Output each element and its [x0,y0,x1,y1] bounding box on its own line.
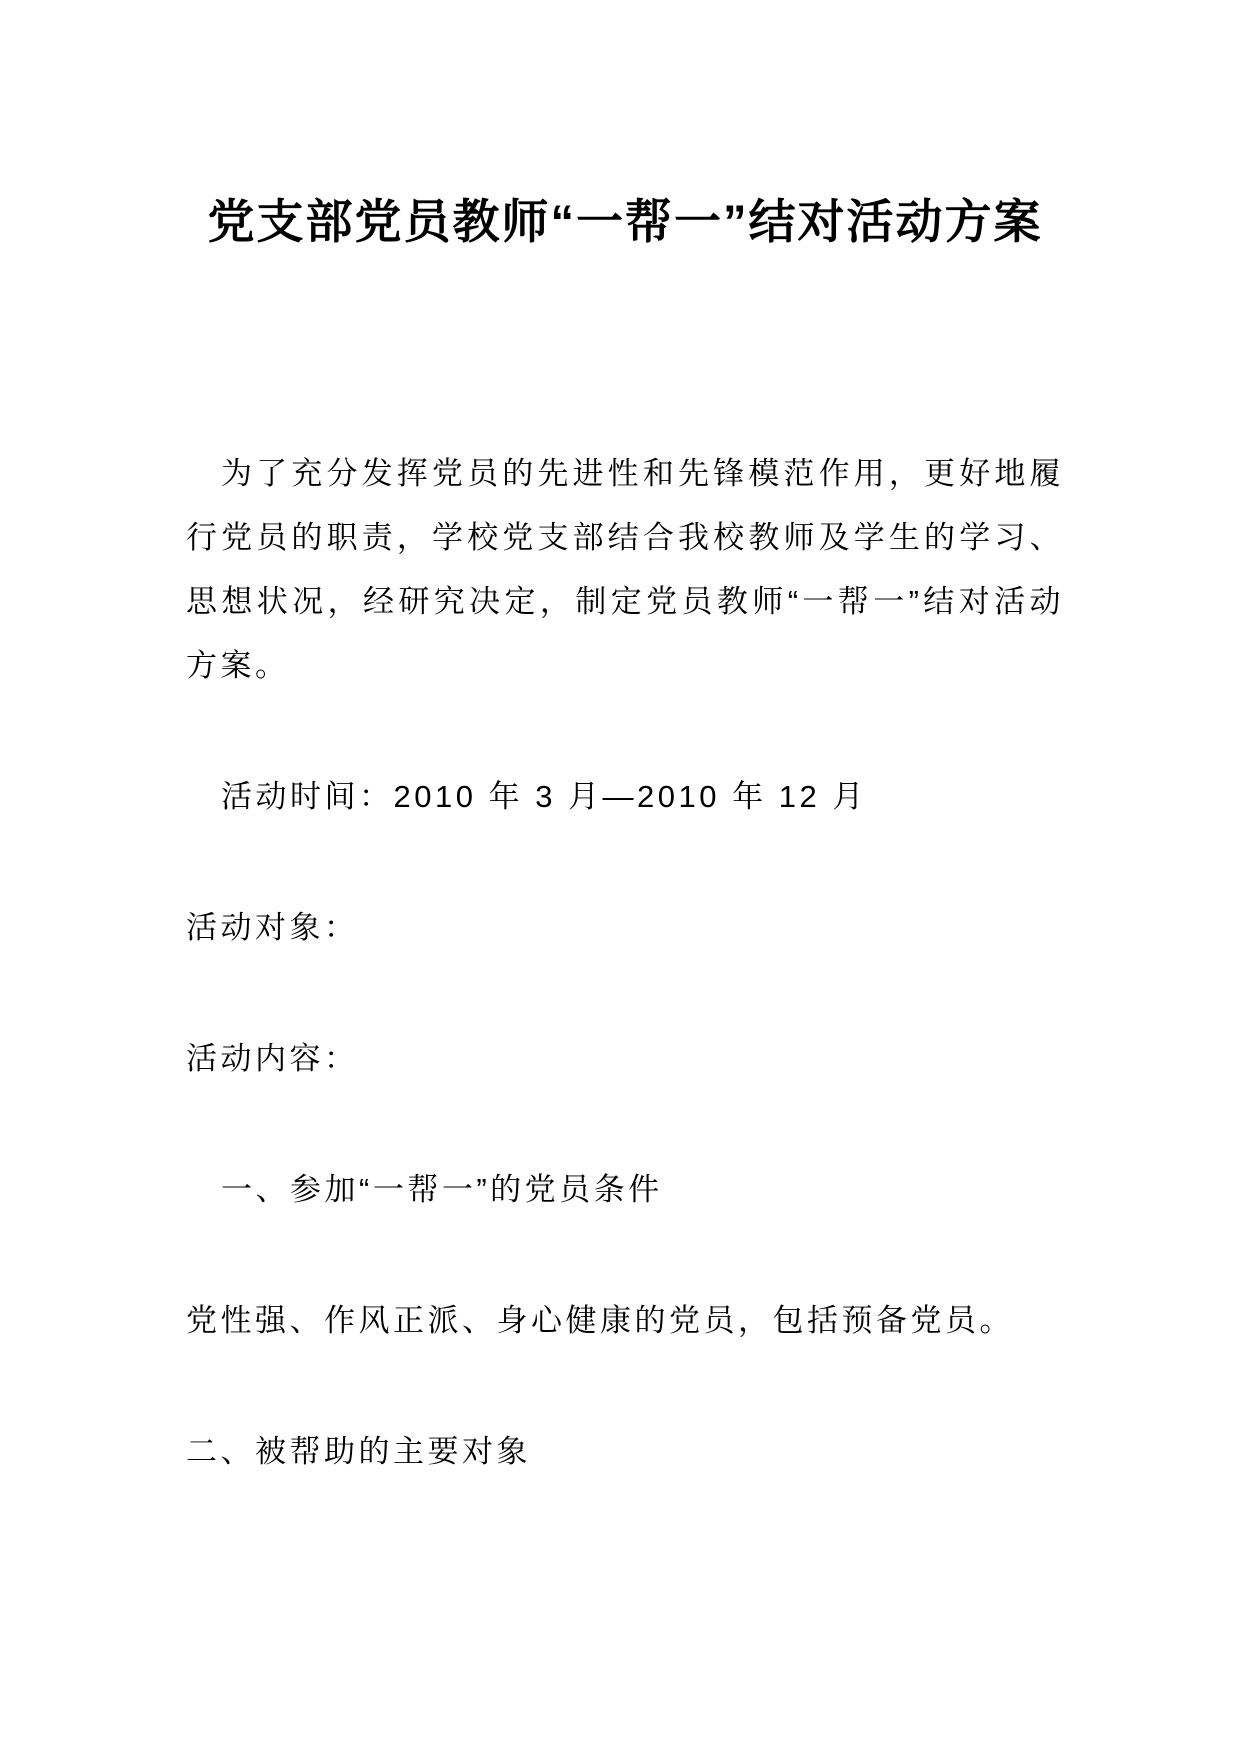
activity-target-label: 活动对象： [186,910,359,945]
intro-paragraph: 为了充分发挥党员的先进性和先锋模范作用，更好地履行党员的职责，学校党支部结合我校教师及学生的学习、思想状况，经研究决定，制定党员教师“一帮一”结对活动方案。 [186,456,1064,683]
section-2-heading: 二、被帮助的主要对象 [186,1434,531,1469]
activity-content-label: 活动内容： [186,1041,359,1076]
section-1-heading: 一、参加“一帮一”的党员条件 [221,1172,663,1207]
section-1-body: 党性强、作风正派、身心健康的党员，包括预备党员。 [186,1303,1014,1338]
activity-time-line: 活动时间：2010 年 3 月—2010 年 12 月 [221,779,867,814]
document-title: 党支部党员教师“一帮一”结对活动方案 [207,195,1043,248]
